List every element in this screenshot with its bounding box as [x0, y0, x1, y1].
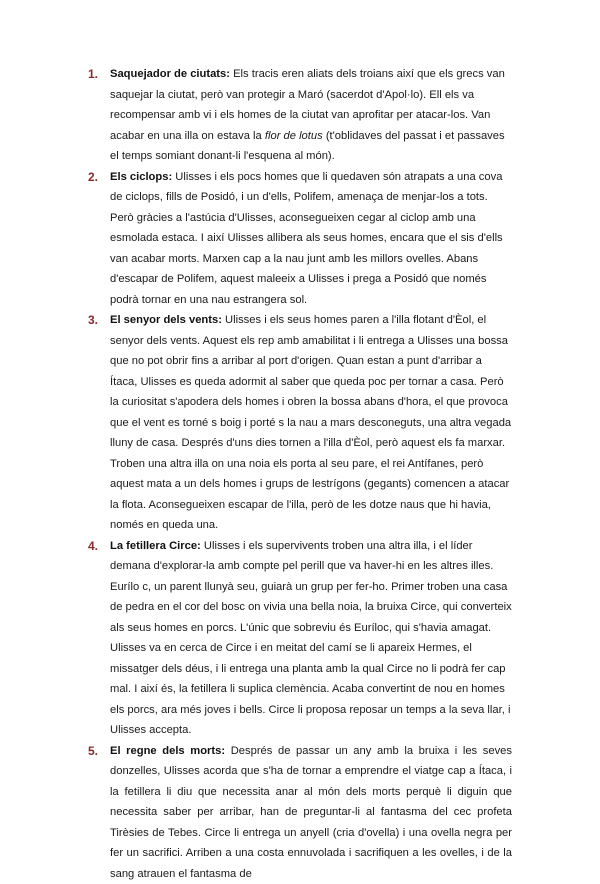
item-title: La fetillera Circe:	[110, 540, 201, 552]
list-number: 3.	[88, 310, 106, 331]
list-item-body	[110, 741, 512, 884]
item-title: El regne dels morts:	[110, 745, 225, 757]
list-item-body	[110, 536, 512, 741]
item-title: El senyor dels vents:	[110, 314, 222, 326]
list-number: 1.	[88, 64, 106, 85]
item-text: Ulisses i els supervivents troben una altra illa, i el líder demana d'explorar-la amb compte pel perill que va haver-hi en les altres illes. Eurílo c, un parent llunyà seu, guiarà un grup per fer-ho. Primer troben una casa de pedra en el cor del bosc on vivia una bella noia, la bruixa Circe, qui converteix als seus homes en porcs. L'únic que sobreviu és Euríloc, qui s'havia amagat. Ulisses va en cerca de Circe i en meitat del camí se li apareix Hermes, el missatger dels déus, i li entrega una planta amb la qual Circe no li podrà fer cap mal. I així és, la fetillera li suplica clemència. Acaba convertint de nou en homes els porcs, ara més joves i bells. Circe li proposa reposar un temps a la seva llar, i Ulisses accepta.	[110, 540, 512, 737]
list-number: 5.	[88, 741, 106, 762]
list-item-body	[110, 64, 512, 167]
item-text: Ulisses i els pocs homes que li quedaven són atrapats a una cova de ciclops, fills de Posidó, i un d'ells, Polifem, amenaça de menjar-los a tots. Però gràcies a l'astúcia d'Ulisses, aconsegueixen cegar al ciclop amb una esmolada estaca. I així Ulisses allibera als seus homes, encara que el sis d'ells van acabar morts. Marxen cap a la nau junt amb les millors ovelles. Abans d'escapar de Polifem, aquest maleeix a Ulisses i prega a Posidó que només podrà tornar en una nau estrangera sol.	[110, 171, 503, 306]
list-item	[88, 536, 512, 741]
list-number: 2.	[88, 167, 106, 188]
item-text: Ulisses i els seus homes paren a l'illa flotant d'Èol, el senyor dels vents. Aquest els rep amb amabilitat i li entrega a Ulisses una bossa que no pot obrir fins a arribar al port d'origen. Quan estan a punt d'arribar a Ítaca, Ulisses es queda adormit al saber que queda poc per tornar a casa. Però la curiositat s'apodera dels homes i obren la bossa abans d'hora, el que provoca que el vent es torné s boig i porté s la nau a mars desconeguts, una altra vegada lluny de casa. Després d'uns dies tornen a l'illa d'Èol, però aquest els fa marxar. Troben una altra illa on una noia els porta al seu pare, el rei Antífanes, però aquest mata a un dels homes i grups de lestrígons (gegants) comencen a atacar la flota. Aconsegueixen escapar de l'illa, però de les dotze naus que hi havia, només en queda una.	[110, 314, 511, 531]
list-item	[88, 64, 512, 167]
item-text: Els tracis eren aliats dels troians així que els grecs van saquejar la ciutat, però van protegir a Maró (sacerdot d'Apol·lo). Ell els va recompensar amb vi i els homes de la ciutat van aprofitar per atacar-los. Van acabar en una illa on estava la	[110, 68, 505, 142]
item-title: Els ciclops:	[110, 171, 172, 183]
item-text: Després de passar un any amb la bruixa i les seves donzelles, Ulisses acorda que s'ha de tornar a emprendre el viatge cap a Ítaca, i la fetillera li diu que necessita anar al món dels morts perquè li diguin que necessita saber per arribar, han de preguntar-li al fantasma del cec profeta Tirèsies de Tebes. Circe li entrega un anyell (cria d'ovella) i una ovella negra per fer un sacrifici. Arriben a una costa ennuvolada i sacrifiquen a les ovelles, i de la sang atrauen el fantasma de	[110, 745, 512, 880]
list-item-body	[110, 310, 512, 536]
list-item	[88, 310, 512, 536]
item-title: Saquejador de ciutats:	[110, 68, 230, 80]
item-italic-text: flor de lotus	[265, 130, 323, 142]
list-item	[88, 741, 512, 884]
list-item	[88, 167, 512, 311]
list-item-body	[110, 167, 512, 311]
item-text: (t'oblidaves del passat i et passaves el temps somiant donant-li l'esquena al món).	[110, 130, 505, 163]
numbered-list	[88, 64, 512, 884]
list-number: 4.	[88, 536, 106, 557]
